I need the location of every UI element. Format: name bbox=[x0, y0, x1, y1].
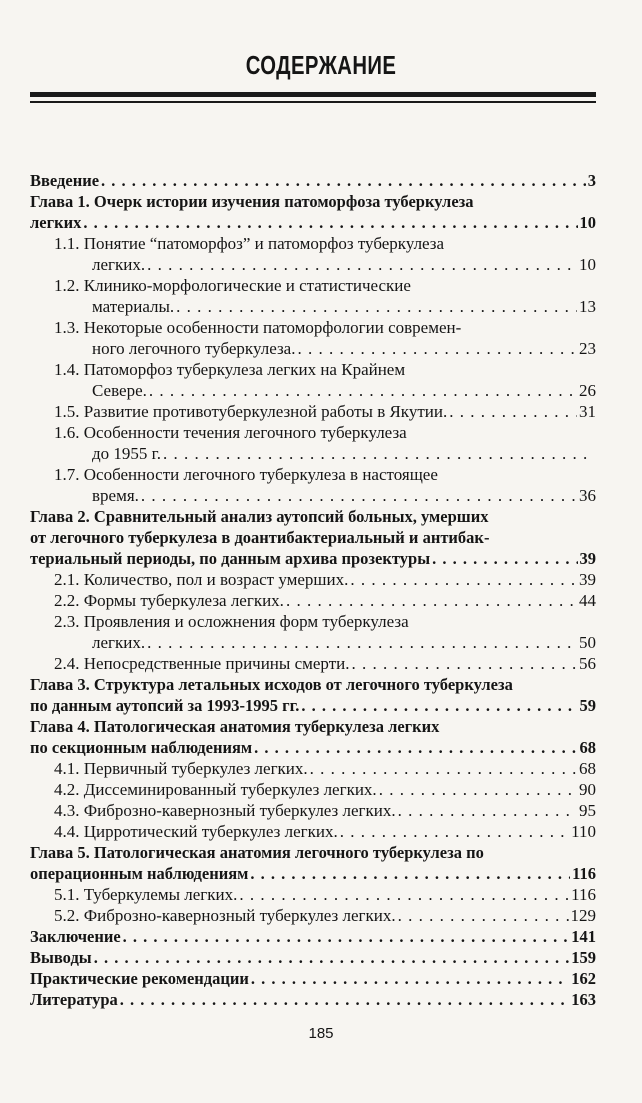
dot-leader bbox=[310, 758, 577, 779]
toc-page-number: 39 bbox=[579, 549, 596, 568]
toc-chapter-entry[interactable] bbox=[30, 968, 596, 989]
toc-section-entry[interactable] bbox=[30, 233, 596, 275]
dot-leader bbox=[379, 779, 577, 800]
title-rule-thin bbox=[30, 101, 596, 103]
toc-entry-title: 5.1. Туберкулемы легких. bbox=[54, 885, 238, 904]
toc-page-number: 116 bbox=[572, 864, 596, 883]
dot-leader bbox=[432, 548, 577, 569]
dot-leader bbox=[163, 443, 594, 464]
toc-chapter-entry[interactable] bbox=[30, 674, 596, 716]
toc-section-entry[interactable] bbox=[30, 275, 596, 317]
toc-page-number: 31 bbox=[579, 402, 596, 421]
toc-entry-text-line: 2.3. Проявления и осложнения форм туберкулеза bbox=[54, 612, 409, 631]
dot-leader bbox=[149, 380, 577, 401]
toc-entry-text-line: 1.3. Некоторые особенности патоморфологии современ- bbox=[54, 318, 462, 337]
toc-page-number: 95 bbox=[579, 801, 596, 820]
dot-leader bbox=[254, 737, 577, 758]
toc-entry-text-line: 1.7. Особенности легочного туберкулеза в настоящее bbox=[54, 465, 438, 484]
dot-leader bbox=[123, 926, 570, 947]
toc-entry-title: 4.4. Цирротический туберкулез легких. bbox=[54, 822, 338, 841]
toc-chapter-entry[interactable] bbox=[30, 191, 596, 233]
toc-section-entry[interactable] bbox=[30, 401, 596, 422]
toc-section-entry[interactable] bbox=[30, 569, 596, 590]
toc-entry-title: 2.2. Формы туберкулеза легких. bbox=[54, 591, 284, 610]
toc-section-entry[interactable] bbox=[30, 800, 596, 821]
toc-entry-text-line: Глава 3. Структура летальных исходов от легочного туберкулеза bbox=[30, 675, 513, 694]
toc-page-number: 13 bbox=[579, 297, 596, 316]
toc-entry-title: 5.2. Фиброзно-кавернозный туберкулез легких. bbox=[54, 906, 396, 925]
dot-leader bbox=[449, 401, 577, 422]
toc-page-number: 159 bbox=[571, 948, 596, 967]
toc-entry-text-line: 1.4. Патоморфоз туберкулеза легких на Крайнем bbox=[54, 360, 406, 379]
toc-entry-title: по данным аутопсий за 1993-1995 гг. bbox=[30, 696, 300, 715]
toc-chapter-entry[interactable] bbox=[30, 926, 596, 947]
toc-section-entry[interactable] bbox=[30, 317, 596, 359]
toc-section-entry[interactable] bbox=[30, 611, 596, 653]
dot-leader bbox=[398, 800, 577, 821]
toc-entry-title: материалы. bbox=[92, 297, 175, 316]
toc-entry-title: 4.3. Фиброзно-кавернозный туберкулез легких. bbox=[54, 801, 396, 820]
toc-entry-title: операционным наблюдениям bbox=[30, 864, 249, 883]
toc-entry-title: до 1955 г. bbox=[92, 444, 161, 463]
toc-entry-title: легких. bbox=[92, 255, 146, 274]
toc-entry-text-line: 1.1. Понятие “патоморфоз” и патоморфоз туберкулеза bbox=[54, 234, 445, 253]
dot-leader bbox=[301, 695, 577, 716]
toc-entry-title: 1.5. Развитие противотуберкулезной работы в Якутии. bbox=[54, 402, 448, 421]
toc-entry-title: 2.4. Непосредственные причины смерти. bbox=[54, 654, 350, 673]
table-of-contents bbox=[30, 170, 596, 1010]
dot-leader bbox=[94, 947, 570, 968]
toc-entry-title: Заключение bbox=[30, 927, 121, 946]
toc-chapter-entry[interactable] bbox=[30, 716, 596, 758]
dot-leader bbox=[340, 821, 569, 842]
dot-leader bbox=[286, 590, 577, 611]
toc-page-number: 39 bbox=[579, 570, 596, 589]
toc-page-number: 3 bbox=[587, 171, 596, 190]
dot-leader bbox=[147, 632, 577, 653]
toc-page-number: 36 bbox=[579, 486, 596, 505]
toc-entry-title: по секционным наблюдениям bbox=[30, 738, 253, 757]
toc-section-entry[interactable] bbox=[30, 779, 596, 800]
toc-chapter-entry[interactable] bbox=[30, 989, 596, 1010]
toc-page-number: 10 bbox=[579, 255, 596, 274]
toc-entry-title: время. bbox=[92, 486, 139, 505]
toc-entry-title: 2.1. Количество, пол и возраст умерших. bbox=[54, 570, 349, 589]
dot-leader bbox=[120, 989, 569, 1010]
toc-entry-text-line: Глава 2. Сравнительный анализ аутопсий больных, умерших bbox=[30, 507, 489, 526]
page-title: СОДЕРЖАНИЕ bbox=[245, 50, 397, 80]
toc-section-entry[interactable] bbox=[30, 422, 596, 464]
toc-page-number: 26 bbox=[579, 381, 596, 400]
toc-section-entry[interactable] bbox=[30, 359, 596, 401]
toc-entry-title: Севере. bbox=[92, 381, 147, 400]
toc-entry-title: териальный периоды, по данным архива прозектуры bbox=[30, 549, 431, 568]
toc-section-entry[interactable] bbox=[30, 884, 596, 905]
toc-entry-title: Выводы bbox=[30, 948, 92, 967]
toc-entry-text-line: от легочного туберкулеза в доантибактериальный и антибак- bbox=[30, 528, 490, 547]
toc-page-number: 23 bbox=[579, 339, 596, 358]
toc-page-number: 163 bbox=[571, 990, 596, 1009]
toc-chapter-entry[interactable] bbox=[30, 842, 596, 884]
toc-entry-title: ного легочного туберкулеза. bbox=[92, 339, 296, 358]
toc-entry-title: Литература bbox=[30, 990, 118, 1009]
dot-leader bbox=[176, 296, 577, 317]
toc-page-number: 129 bbox=[570, 906, 596, 925]
toc-page-number: 10 bbox=[579, 213, 596, 232]
page-number: 185 bbox=[308, 1025, 334, 1042]
toc-page-number: 90 bbox=[579, 780, 596, 799]
toc-page-number: 162 bbox=[571, 969, 596, 988]
dot-leader bbox=[239, 884, 569, 905]
toc-section-entry[interactable] bbox=[30, 821, 596, 842]
dot-leader bbox=[251, 968, 569, 989]
toc-chapter-entry[interactable] bbox=[30, 947, 596, 968]
dot-leader bbox=[297, 338, 577, 359]
toc-entry-title: Введение bbox=[30, 171, 100, 190]
dot-leader bbox=[250, 863, 570, 884]
toc-chapter-entry[interactable] bbox=[30, 506, 596, 569]
toc-entry-title: легких. bbox=[92, 633, 146, 652]
dot-leader bbox=[101, 170, 586, 191]
toc-section-entry[interactable] bbox=[30, 464, 596, 506]
toc-entry-title: 4.1. Первичный туберкулез легких. bbox=[54, 759, 308, 778]
toc-page-number: 44 bbox=[579, 591, 596, 610]
toc-page-number: 141 bbox=[571, 927, 596, 946]
dot-leader bbox=[350, 569, 577, 590]
toc-page-number: 68 bbox=[579, 738, 596, 757]
toc-page-number: 59 bbox=[579, 696, 596, 715]
toc-entry-title: 4.2. Диссеминированный туберкулез легких. bbox=[54, 780, 377, 799]
toc-page-number: 56 bbox=[579, 654, 596, 673]
dot-leader bbox=[147, 254, 577, 275]
toc-entry-text-line: 1.6. Особенности течения легочного туберкулеза bbox=[54, 423, 407, 442]
toc-page-number: 116 bbox=[571, 885, 596, 904]
dot-leader bbox=[141, 485, 577, 506]
toc-page-number: 68 bbox=[579, 759, 596, 778]
toc-section-entry[interactable] bbox=[30, 590, 596, 611]
toc-section-entry[interactable] bbox=[30, 758, 596, 779]
toc-entry-text-line: 1.2. Клинико-морфологические и статистические bbox=[54, 276, 411, 295]
dot-leader bbox=[83, 212, 577, 233]
toc-page-number: 110 bbox=[571, 822, 596, 841]
title-rule-thick bbox=[30, 92, 596, 97]
dot-leader bbox=[398, 905, 569, 926]
toc-section-entry[interactable] bbox=[30, 905, 596, 926]
toc-entry-title: Практические рекомендации bbox=[30, 969, 249, 988]
toc-entry-title: легких bbox=[30, 213, 82, 232]
toc-page-number: 50 bbox=[579, 633, 596, 652]
toc-entry-text-line: Глава 5. Патологическая анатомия легочного туберкулеза по bbox=[30, 843, 484, 862]
toc-section-entry[interactable] bbox=[30, 653, 596, 674]
toc-chapter-entry[interactable] bbox=[30, 170, 596, 191]
toc-entry-text-line: Глава 4. Патологическая анатомия туберкулеза легких bbox=[30, 717, 440, 736]
toc-entry-text-line: Глава 1. Очерк истории изучения патоморфоза туберкулеза bbox=[30, 192, 474, 211]
dot-leader bbox=[351, 653, 577, 674]
